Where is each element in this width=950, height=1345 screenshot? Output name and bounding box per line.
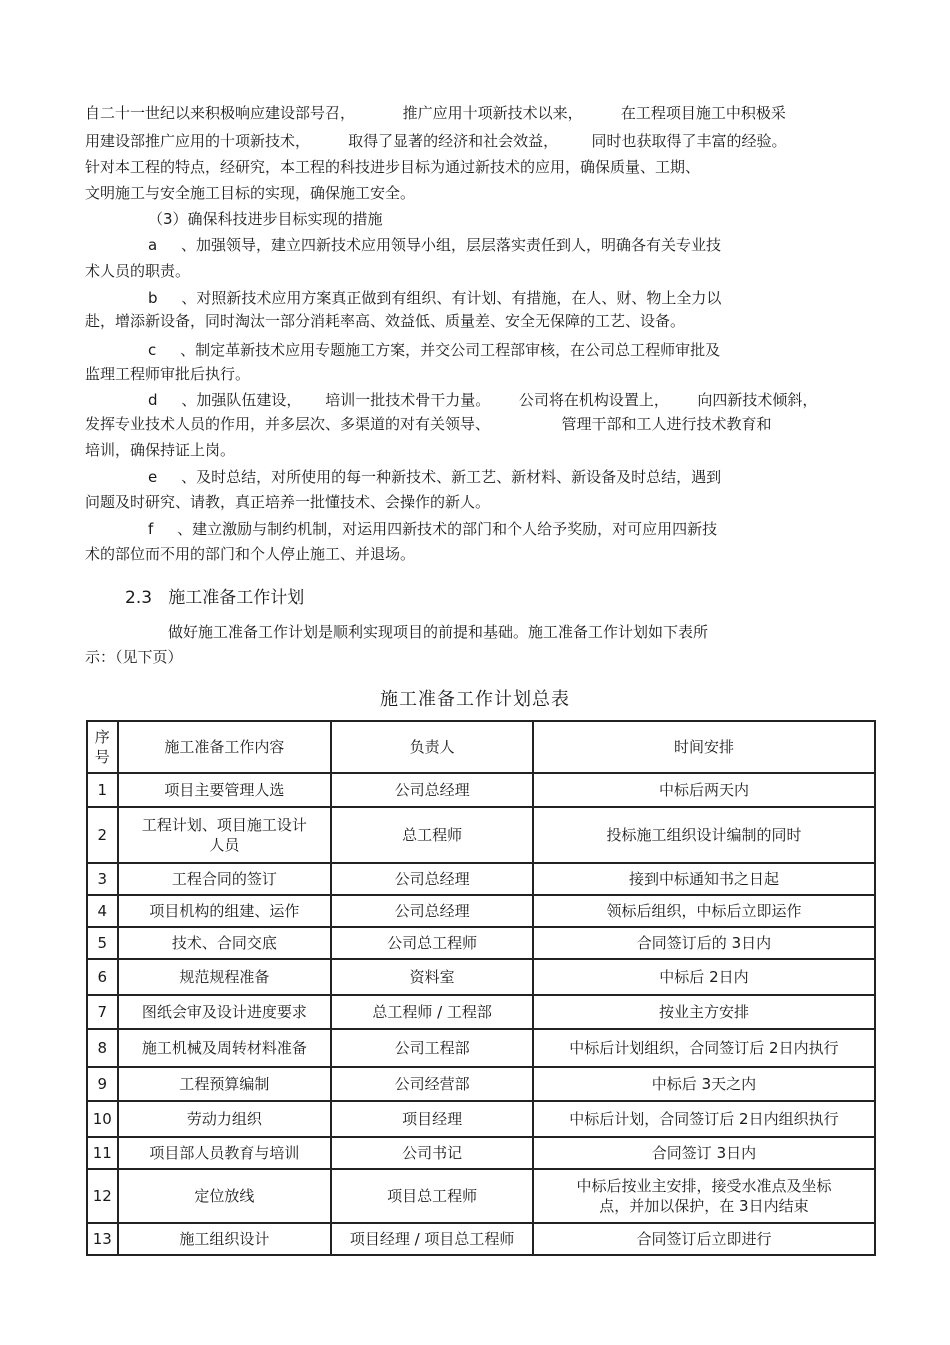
measure-e-line1: e 、及时总结，对所使用的每一种新技术、新工艺、新材料、新设备及时总结，遇到 bbox=[148, 468, 722, 486]
row-owner: 项目经理 / 项目总工程师 bbox=[331, 1223, 533, 1255]
measure-a-line1: a 、加强领导，建立四新技术应用领导小组，层层落实责任到人，明确各有关专业技 bbox=[148, 236, 722, 254]
intro-line2: 示：（见下页） bbox=[85, 648, 183, 666]
row-content: 施工机械及周转材料准备 bbox=[118, 1029, 332, 1067]
row-seq: 8 bbox=[87, 1029, 118, 1067]
row-seq: 11 bbox=[87, 1137, 118, 1169]
header-content: 施工准备工作内容 bbox=[118, 721, 332, 773]
body-text-line: 文明施工与安全施工目标的实现，确保施工安全。 bbox=[85, 184, 416, 202]
row-owner: 项目经理 bbox=[331, 1101, 533, 1137]
row-seq: 1 bbox=[87, 773, 118, 807]
row-seq: 12 bbox=[87, 1169, 118, 1223]
row-content: 工程计划、项目施工设计 人员 bbox=[118, 807, 332, 863]
row-owner: 资料室 bbox=[331, 959, 533, 995]
body-text-line: 针对本工程的特点，经研究，本工程的科技进步目标为通过新技术的应用，确保质量、工期、 bbox=[85, 158, 701, 176]
measure-d-line2: 发挥专业技术人员的作用，并多层次、多渠道的对有关领导、 管理干部和工人进行技术教育和 bbox=[85, 415, 772, 433]
table-row bbox=[87, 927, 875, 959]
row-seq: 10 bbox=[87, 1101, 118, 1137]
row-seq: 5 bbox=[87, 927, 118, 959]
row-owner: 公司工程部 bbox=[331, 1029, 533, 1067]
header-schedule: 时间安排 bbox=[533, 721, 875, 773]
row-owner: 公司书记 bbox=[331, 1137, 533, 1169]
row-content: 图纸会审及设计进度要求 bbox=[118, 995, 332, 1029]
table-title: 施工准备工作计划总表 bbox=[380, 689, 570, 710]
row-schedule: 合同签订后立即进行 bbox=[533, 1223, 875, 1255]
row-owner: 公司总经理 bbox=[331, 895, 533, 927]
row-owner: 公司总经理 bbox=[331, 773, 533, 807]
measure-b-line2: 赴，增添新设备，同时淘汰一部分消耗率高、效益低、质量差、安全无保障的工艺、设备。 bbox=[85, 312, 686, 330]
measure-f-line1: f 、建立激励与制约机制，对运用四新技术的部门和个人给予奖励，对可应用四新技 bbox=[148, 520, 718, 538]
header-owner: 负责人 bbox=[331, 721, 533, 773]
table-row bbox=[87, 895, 875, 927]
row-schedule: 投标施工组织设计编制的同时 bbox=[533, 807, 875, 863]
table-header-row bbox=[87, 721, 875, 773]
row-content: 项目部人员教育与培训 bbox=[118, 1137, 332, 1169]
row-owner: 总工程师 / 工程部 bbox=[331, 995, 533, 1029]
measure-d-line3: 培训，确保持证上岗。 bbox=[85, 441, 236, 459]
row-schedule: 中标后计划，合同签订后 2日内组织执行 bbox=[533, 1101, 875, 1137]
row-seq: 9 bbox=[87, 1067, 118, 1101]
row-schedule: 按业主方安排 bbox=[533, 995, 875, 1029]
measure-c-line2: 监理工程师审批后执行。 bbox=[85, 365, 251, 383]
row-content: 劳动力组织 bbox=[118, 1101, 332, 1137]
measure-d-line1: d 、加强队伍建设， 培训一批技术骨干力量。 公司将在机构设置上， 向四新技术倾斜， bbox=[148, 391, 818, 409]
row-content: 项目机构的组建、运作 bbox=[118, 895, 332, 927]
row-schedule: 接到中标通知书之日起 bbox=[533, 863, 875, 895]
measure-b-line1: b 、对照新技术应用方案真正做到有组织、有计划、有措施，在人、财、物上全力以 bbox=[148, 289, 722, 307]
body-text-line: 自二十一世纪以来积极响应建设部号召， 推广应用十项新技术以来， 在工程项目施工中积极采 bbox=[85, 104, 786, 122]
row-schedule: 合同签订 3日内 bbox=[533, 1137, 875, 1169]
table-row bbox=[87, 1029, 875, 1067]
table-row bbox=[87, 995, 875, 1029]
row-content: 定位放线 bbox=[118, 1169, 332, 1223]
table-row bbox=[87, 1169, 875, 1223]
header-seq: 序 号 bbox=[87, 721, 118, 773]
row-schedule: 领标后组织，中标后立即运作 bbox=[533, 895, 875, 927]
row-owner: 项目总工程师 bbox=[331, 1169, 533, 1223]
measure-e-line2: 问题及时研究、请教，真正培养一批懂技术、会操作的新人。 bbox=[85, 493, 491, 511]
row-schedule: 合同签订后的 3日内 bbox=[533, 927, 875, 959]
row-owner: 公司总工程师 bbox=[331, 927, 533, 959]
row-content: 施工组织设计 bbox=[118, 1223, 332, 1255]
row-schedule: 中标后计划组织，合同签订后 2日内执行 bbox=[533, 1029, 875, 1067]
row-content: 工程合同的签订 bbox=[118, 863, 332, 895]
table-row bbox=[87, 1223, 875, 1255]
row-owner: 总工程师 bbox=[331, 807, 533, 863]
measure-a-line2: 术人员的职责。 bbox=[85, 262, 191, 280]
row-content: 项目主要管理人选 bbox=[118, 773, 332, 807]
table-row bbox=[87, 1101, 875, 1137]
table-row bbox=[87, 1137, 875, 1169]
row-schedule: 中标后 3天之内 bbox=[533, 1067, 875, 1101]
row-seq: 2 bbox=[87, 807, 118, 863]
row-content: 工程预算编制 bbox=[118, 1067, 332, 1101]
row-schedule: 中标后两天内 bbox=[533, 773, 875, 807]
row-seq: 3 bbox=[87, 863, 118, 895]
table-row bbox=[87, 959, 875, 995]
table-row bbox=[87, 807, 875, 863]
row-owner: 公司经营部 bbox=[331, 1067, 533, 1101]
row-schedule: 中标后 2日内 bbox=[533, 959, 875, 995]
body-text-line: 用建设部推广应用的十项新技术， 取得了显著的经济和社会效益， 同时也获取得了丰富的经验。 bbox=[85, 132, 787, 150]
row-seq: 4 bbox=[87, 895, 118, 927]
row-seq: 13 bbox=[87, 1223, 118, 1255]
row-seq: 6 bbox=[87, 959, 118, 995]
row-content: 规范规程准备 bbox=[118, 959, 332, 995]
subsection-heading: （3）确保科技进步目标实现的措施 bbox=[148, 210, 383, 228]
table-row bbox=[87, 1067, 875, 1101]
section-heading: 2.3 施工准备工作计划 bbox=[125, 588, 305, 608]
preparation-plan-table bbox=[86, 720, 876, 1256]
row-seq: 7 bbox=[87, 995, 118, 1029]
intro-line1: 做好施工准备工作计划是顺利实现项目的前提和基础。施工准备工作计划如下表所 bbox=[168, 623, 709, 641]
row-schedule: 中标后按业主安排，接受水准点及坐标 点，并加以保护，在 3日内结束 bbox=[533, 1169, 875, 1223]
row-owner: 公司总经理 bbox=[331, 863, 533, 895]
measure-c-line1: c 、制定革新技术应用专题施工方案，并交公司工程部审核，在公司总工程师审批及 bbox=[148, 341, 721, 359]
table-row bbox=[87, 773, 875, 807]
table-row bbox=[87, 863, 875, 895]
row-content: 技术、合同交底 bbox=[118, 927, 332, 959]
measure-f-line2: 术的部位而不用的部门和个人停止施工、并退场。 bbox=[85, 545, 416, 563]
